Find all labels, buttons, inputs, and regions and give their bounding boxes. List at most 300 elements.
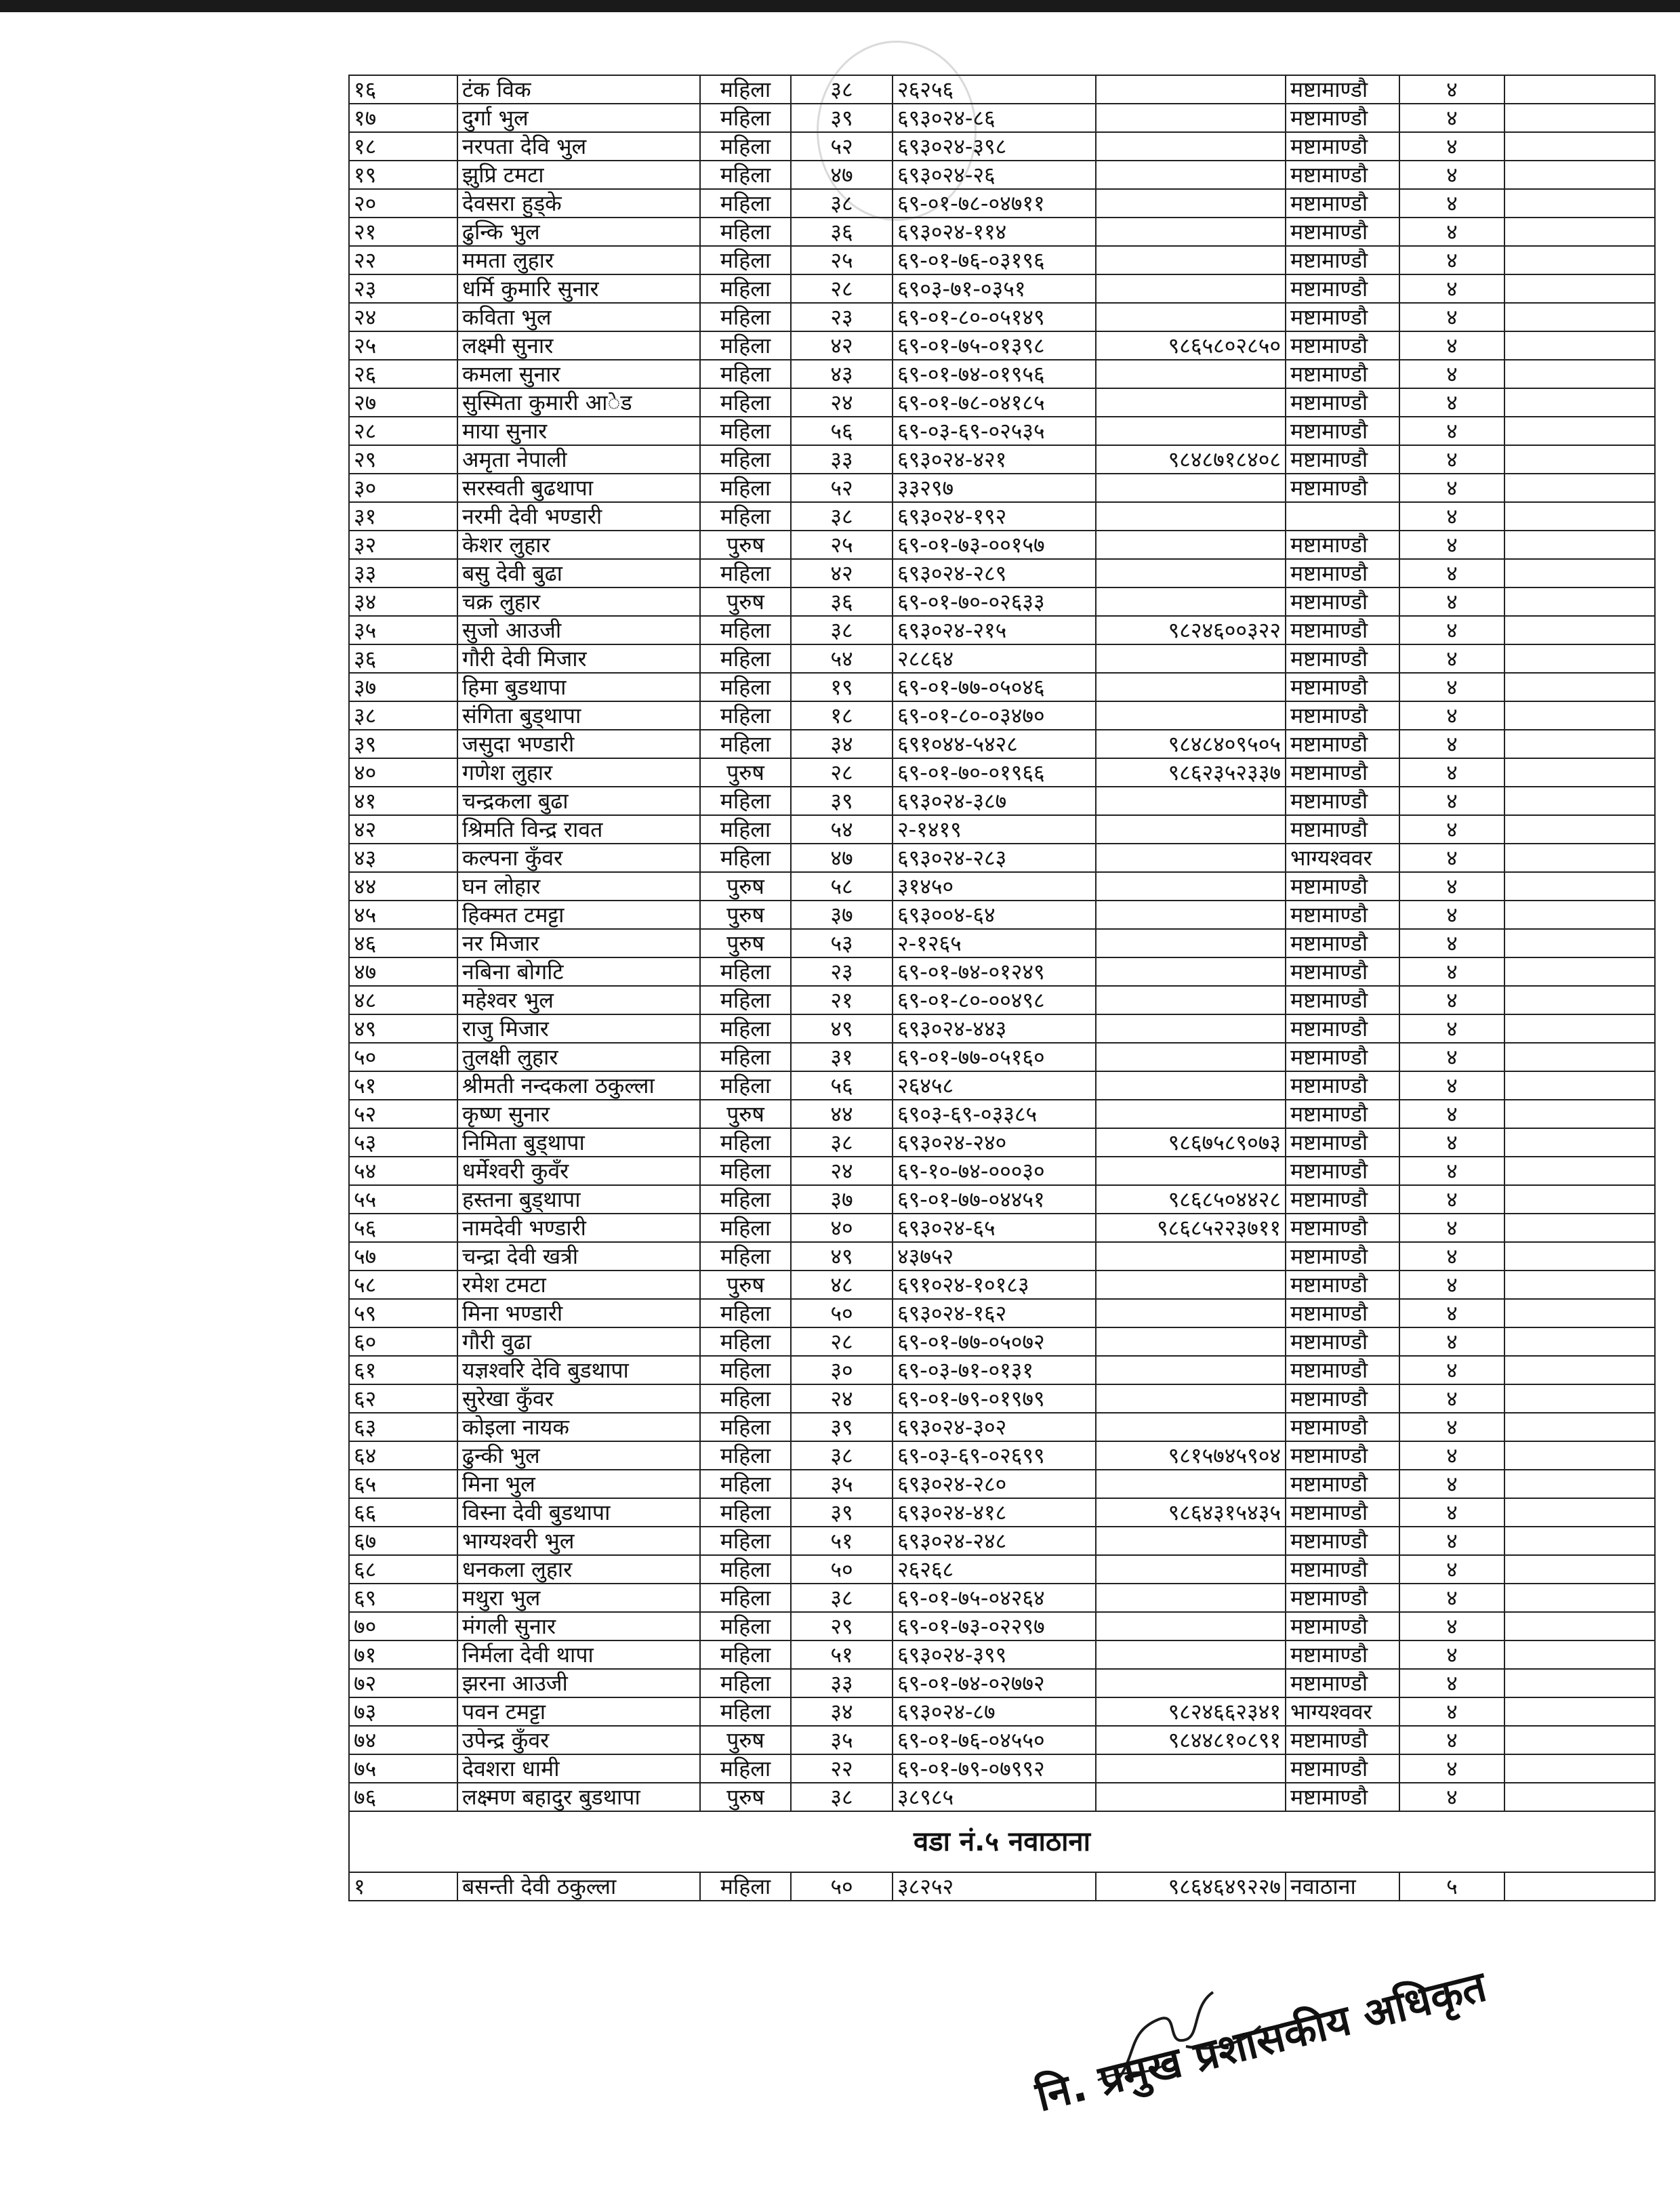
phone-cell bbox=[1096, 1014, 1286, 1043]
phone-cell bbox=[1096, 986, 1286, 1014]
gender-cell: पुरुष bbox=[700, 1783, 791, 1811]
table-row bbox=[349, 844, 1655, 872]
name-cell: हिक्मत टमट्टा bbox=[457, 901, 700, 929]
citizenship-cell: ६९३०२४-८६ bbox=[893, 104, 1096, 132]
name-cell: नबिना बोगटि bbox=[457, 957, 700, 986]
remarks-cell bbox=[1504, 1555, 1655, 1584]
address-cell bbox=[1286, 502, 1399, 531]
serial-cell: ३३ bbox=[349, 559, 457, 587]
gender-cell: महिला bbox=[700, 246, 791, 274]
phone-cell bbox=[1096, 901, 1286, 929]
phone-cell bbox=[1096, 502, 1286, 531]
remarks-cell bbox=[1504, 1470, 1655, 1498]
gender-cell: महिला bbox=[700, 701, 791, 730]
gender-cell: महिला bbox=[700, 161, 791, 189]
name-cell: टंक विक bbox=[457, 75, 700, 104]
address-cell: मष्टामाण्डौ bbox=[1286, 616, 1399, 644]
gender-cell: महिला bbox=[700, 218, 791, 246]
ward-cell: ४ bbox=[1399, 844, 1504, 872]
phone-cell bbox=[1096, 644, 1286, 673]
ward-cell: ४ bbox=[1399, 502, 1504, 531]
remarks-cell bbox=[1504, 1242, 1655, 1271]
gender-cell: महिला bbox=[700, 331, 791, 360]
table-row bbox=[349, 1299, 1655, 1327]
ward-cell: ४ bbox=[1399, 1697, 1504, 1726]
gender-cell: महिला bbox=[700, 1299, 791, 1327]
gender-cell: महिला bbox=[700, 1413, 791, 1441]
remarks-cell bbox=[1504, 417, 1655, 445]
ward-cell: ४ bbox=[1399, 1584, 1504, 1612]
name-cell: रमेश टमटा bbox=[457, 1271, 700, 1299]
gender-cell: पुरुष bbox=[700, 901, 791, 929]
phone-cell bbox=[1096, 1783, 1286, 1811]
gender-cell: महिला bbox=[700, 1872, 791, 1901]
phone-cell bbox=[1096, 132, 1286, 161]
table-row bbox=[349, 1555, 1655, 1584]
ward-cell: ४ bbox=[1399, 104, 1504, 132]
phone-cell bbox=[1096, 815, 1286, 844]
remarks-cell bbox=[1504, 986, 1655, 1014]
gender-cell: महिला bbox=[700, 1754, 791, 1783]
age-cell: ३८ bbox=[791, 189, 893, 218]
age-cell: ३४ bbox=[791, 730, 893, 758]
address-cell: मष्टामाण्डौ bbox=[1286, 1071, 1399, 1100]
table-row bbox=[349, 1014, 1655, 1043]
remarks-cell bbox=[1504, 1754, 1655, 1783]
ward-cell: ४ bbox=[1399, 1356, 1504, 1384]
address-cell: मष्टामाण्डौ bbox=[1286, 787, 1399, 815]
name-cell: केशर लुहार bbox=[457, 531, 700, 559]
ward-cell: ४ bbox=[1399, 1327, 1504, 1356]
table-row bbox=[349, 872, 1655, 901]
age-cell: ३९ bbox=[791, 787, 893, 815]
table-row bbox=[349, 1185, 1655, 1214]
serial-cell: २४ bbox=[349, 303, 457, 331]
table-row bbox=[349, 986, 1655, 1014]
ward-cell: ४ bbox=[1399, 331, 1504, 360]
remarks-cell bbox=[1504, 104, 1655, 132]
name-cell: झरना आउजी bbox=[457, 1669, 700, 1697]
gender-cell: महिला bbox=[700, 1356, 791, 1384]
remarks-cell bbox=[1504, 559, 1655, 587]
gender-cell: महिला bbox=[700, 1384, 791, 1413]
serial-cell: ३६ bbox=[349, 644, 457, 673]
table-row bbox=[349, 1498, 1655, 1527]
name-cell: नरमी देवी भण्डारी bbox=[457, 502, 700, 531]
citizenship-cell: ६९-०१-७७-०४४५१ bbox=[893, 1185, 1096, 1214]
serial-cell: २८ bbox=[349, 417, 457, 445]
citizenship-cell: २८८६४ bbox=[893, 644, 1096, 673]
age-cell: ५६ bbox=[791, 1071, 893, 1100]
address-cell: मष्टामाण्डौ bbox=[1286, 957, 1399, 986]
serial-cell: ४२ bbox=[349, 815, 457, 844]
ward-cell: ४ bbox=[1399, 1214, 1504, 1242]
name-cell: सुस्मिता कुमारी आ◌ेड bbox=[457, 388, 700, 417]
remarks-cell bbox=[1504, 75, 1655, 104]
gender-cell: महिला bbox=[700, 1527, 791, 1555]
gender-cell: महिला bbox=[700, 1014, 791, 1043]
ward-cell: ४ bbox=[1399, 872, 1504, 901]
ward-cell: ४ bbox=[1399, 161, 1504, 189]
table-row bbox=[349, 1128, 1655, 1157]
serial-cell: ५८ bbox=[349, 1271, 457, 1299]
citizenship-cell: ६९-०१-७६-०३१९६ bbox=[893, 246, 1096, 274]
remarks-cell bbox=[1504, 730, 1655, 758]
table-row bbox=[349, 360, 1655, 388]
gender-cell: महिला bbox=[700, 75, 791, 104]
age-cell: २५ bbox=[791, 246, 893, 274]
ward-cell: ४ bbox=[1399, 1726, 1504, 1754]
name-cell: निमिता बुड्थापा bbox=[457, 1128, 700, 1157]
table-row bbox=[349, 673, 1655, 701]
citizenship-cell: ६९-०१-७३-०२२९७ bbox=[893, 1612, 1096, 1640]
table-row bbox=[349, 218, 1655, 246]
serial-cell: ६४ bbox=[349, 1441, 457, 1470]
name-cell: चन्द्रकला बुढा bbox=[457, 787, 700, 815]
table-row bbox=[349, 132, 1655, 161]
serial-cell: २१ bbox=[349, 218, 457, 246]
remarks-cell bbox=[1504, 673, 1655, 701]
table-row bbox=[349, 531, 1655, 559]
address-cell: मष्टामाण्डौ bbox=[1286, 218, 1399, 246]
remarks-cell bbox=[1504, 445, 1655, 474]
table-row bbox=[349, 189, 1655, 218]
table-row bbox=[349, 331, 1655, 360]
remarks-cell bbox=[1504, 1327, 1655, 1356]
citizenship-cell: ६९-०१-७८-०४७११ bbox=[893, 189, 1096, 218]
gender-cell: महिला bbox=[700, 730, 791, 758]
name-cell: माया सुनार bbox=[457, 417, 700, 445]
ward-cell: ४ bbox=[1399, 1640, 1504, 1669]
gender-cell: महिला bbox=[700, 1669, 791, 1697]
phone-cell bbox=[1096, 1071, 1286, 1100]
citizenship-cell: ६९-०१-७४-०१२४९ bbox=[893, 957, 1096, 986]
phone-cell bbox=[1096, 531, 1286, 559]
table-row bbox=[349, 474, 1655, 502]
name-cell: ढुन्कि भुल bbox=[457, 218, 700, 246]
address-cell: मष्टामाण्डौ bbox=[1286, 929, 1399, 957]
age-cell: ३८ bbox=[791, 1441, 893, 1470]
address-cell: मष्टामाण्डौ bbox=[1286, 132, 1399, 161]
serial-cell: ६९ bbox=[349, 1584, 457, 1612]
citizenship-cell: ६९३०२४-३०२ bbox=[893, 1413, 1096, 1441]
ward-cell: ४ bbox=[1399, 1612, 1504, 1640]
table-row bbox=[349, 929, 1655, 957]
citizenship-cell: ६९-०१-७०-०१९६६ bbox=[893, 758, 1096, 787]
name-cell: देवसरा हुड्के bbox=[457, 189, 700, 218]
age-cell: ५१ bbox=[791, 1527, 893, 1555]
ward-table-body bbox=[349, 1872, 1655, 1901]
serial-cell: ५६ bbox=[349, 1214, 457, 1242]
phone-cell: ९८६२३५२३३७ bbox=[1096, 758, 1286, 787]
ward-cell: ४ bbox=[1399, 701, 1504, 730]
citizenship-cell: २६२५६ bbox=[893, 75, 1096, 104]
address-cell: मष्टामाण्डौ bbox=[1286, 644, 1399, 673]
serial-cell: ३४ bbox=[349, 587, 457, 616]
phone-cell bbox=[1096, 360, 1286, 388]
gender-cell: महिला bbox=[700, 1185, 791, 1214]
age-cell: ३८ bbox=[791, 1128, 893, 1157]
age-cell: ३९ bbox=[791, 104, 893, 132]
age-cell: ३७ bbox=[791, 1185, 893, 1214]
age-cell: ३४ bbox=[791, 1697, 893, 1726]
phone-cell bbox=[1096, 587, 1286, 616]
age-cell: ३३ bbox=[791, 445, 893, 474]
table-row bbox=[349, 388, 1655, 417]
name-cell: सुरेखा कुँवर bbox=[457, 1384, 700, 1413]
serial-cell: ३२ bbox=[349, 531, 457, 559]
table-row bbox=[349, 1242, 1655, 1271]
address-cell: मष्टामाण्डौ bbox=[1286, 730, 1399, 758]
gender-cell: महिला bbox=[700, 274, 791, 303]
gender-cell: पुरुष bbox=[700, 872, 791, 901]
phone-cell bbox=[1096, 218, 1286, 246]
name-cell: राजु मिजार bbox=[457, 1014, 700, 1043]
beneficiary-table-sheet bbox=[348, 75, 1654, 1901]
table-row bbox=[349, 303, 1655, 331]
ward-cell: ४ bbox=[1399, 1384, 1504, 1413]
remarks-cell bbox=[1504, 274, 1655, 303]
phone-cell: ९८६७५८९०७३ bbox=[1096, 1128, 1286, 1157]
age-cell: ५३ bbox=[791, 929, 893, 957]
gender-cell: महिला bbox=[700, 1584, 791, 1612]
citizenship-cell: ६९-०१-७६-०४५५० bbox=[893, 1726, 1096, 1754]
ward-cell: ४ bbox=[1399, 474, 1504, 502]
serial-cell: ३५ bbox=[349, 616, 457, 644]
phone-cell bbox=[1096, 303, 1286, 331]
age-cell: ४२ bbox=[791, 559, 893, 587]
name-cell: ढुन्की भुल bbox=[457, 1441, 700, 1470]
address-cell: मष्टामाण्डौ bbox=[1286, 758, 1399, 787]
name-cell: महेश्वर भुल bbox=[457, 986, 700, 1014]
phone-cell bbox=[1096, 1043, 1286, 1071]
name-cell: श्रिमति विन्द्र रावत bbox=[457, 815, 700, 844]
age-cell: ३० bbox=[791, 1356, 893, 1384]
table-row bbox=[349, 1327, 1655, 1356]
name-cell: घन लोहार bbox=[457, 872, 700, 901]
table-row bbox=[349, 559, 1655, 587]
remarks-cell bbox=[1504, 246, 1655, 274]
address-cell: मष्टामाण्डौ bbox=[1286, 1271, 1399, 1299]
citizenship-cell: ६९३०२४-२४८ bbox=[893, 1527, 1096, 1555]
name-cell: नर मिजार bbox=[457, 929, 700, 957]
remarks-cell bbox=[1504, 474, 1655, 502]
gender-cell: महिला bbox=[700, 1128, 791, 1157]
name-cell: नरपता देवि भुल bbox=[457, 132, 700, 161]
name-cell: जसुदा भण्डारी bbox=[457, 730, 700, 758]
gender-cell: महिला bbox=[700, 815, 791, 844]
address-cell: मष्टामाण्डौ bbox=[1286, 1783, 1399, 1811]
remarks-cell bbox=[1504, 218, 1655, 246]
serial-cell: ३८ bbox=[349, 701, 457, 730]
remarks-cell bbox=[1504, 1441, 1655, 1470]
serial-cell: ५२ bbox=[349, 1100, 457, 1128]
name-cell: हिमा बुडथापा bbox=[457, 673, 700, 701]
citizenship-cell: ६९-१०-७४-०००३० bbox=[893, 1157, 1096, 1185]
table-row bbox=[349, 1043, 1655, 1071]
gender-cell: महिला bbox=[700, 1470, 791, 1498]
citizenship-cell: ६९३०२४-२१५ bbox=[893, 616, 1096, 644]
remarks-cell bbox=[1504, 1413, 1655, 1441]
name-cell: धनकला लुहार bbox=[457, 1555, 700, 1584]
serial-cell: ३० bbox=[349, 474, 457, 502]
name-cell: लक्ष्मण बहादुर बुडथापा bbox=[457, 1783, 700, 1811]
table-row bbox=[349, 1100, 1655, 1128]
serial-cell: ७२ bbox=[349, 1669, 457, 1697]
gender-cell: पुरुष bbox=[700, 758, 791, 787]
age-cell: ४९ bbox=[791, 1014, 893, 1043]
citizenship-cell: ६९३०२४-४१८ bbox=[893, 1498, 1096, 1527]
citizenship-cell: ४३७५२ bbox=[893, 1242, 1096, 1271]
age-cell: ३८ bbox=[791, 502, 893, 531]
table-row bbox=[349, 644, 1655, 673]
address-cell: मष्टामाण्डौ bbox=[1286, 1043, 1399, 1071]
address-cell: मष्टामाण्डौ bbox=[1286, 474, 1399, 502]
serial-cell: २९ bbox=[349, 445, 457, 474]
age-cell: ३९ bbox=[791, 1413, 893, 1441]
age-cell: ३१ bbox=[791, 1043, 893, 1071]
name-cell: कोइला नायक bbox=[457, 1413, 700, 1441]
ward-cell: ४ bbox=[1399, 189, 1504, 218]
ward-heading-row bbox=[349, 1811, 1655, 1872]
serial-cell: ४० bbox=[349, 758, 457, 787]
ward-cell: ४ bbox=[1399, 1100, 1504, 1128]
citizenship-cell: ६९-०३-६९-०२५३५ bbox=[893, 417, 1096, 445]
name-cell: यज्ञश्वरि देवि बुडथापा bbox=[457, 1356, 700, 1384]
citizenship-cell: ६९-०३-६९-०२६९९ bbox=[893, 1441, 1096, 1470]
beneficiary-table bbox=[348, 75, 1656, 1901]
serial-cell: ४४ bbox=[349, 872, 457, 901]
phone-cell bbox=[1096, 787, 1286, 815]
table-row bbox=[349, 1527, 1655, 1555]
address-cell: मष्टामाण्डौ bbox=[1286, 274, 1399, 303]
ward-cell: ४ bbox=[1399, 132, 1504, 161]
table-row bbox=[349, 957, 1655, 986]
remarks-cell bbox=[1504, 331, 1655, 360]
citizenship-cell: ६९३००४-६४ bbox=[893, 901, 1096, 929]
serial-cell: २५ bbox=[349, 331, 457, 360]
gender-cell: पुरुष bbox=[700, 1726, 791, 1754]
age-cell: ५८ bbox=[791, 872, 893, 901]
serial-cell: ३९ bbox=[349, 730, 457, 758]
address-cell: भाग्यश्ववर bbox=[1286, 1697, 1399, 1726]
table-row bbox=[349, 1441, 1655, 1470]
address-cell: मष्टामाण्डौ bbox=[1286, 1185, 1399, 1214]
address-cell: मष्टामाण्डौ bbox=[1286, 986, 1399, 1014]
address-cell: मष्टामाण्डौ bbox=[1286, 1498, 1399, 1527]
name-cell: मिना भण्डारी bbox=[457, 1299, 700, 1327]
age-cell: २२ bbox=[791, 1754, 893, 1783]
phone-cell bbox=[1096, 189, 1286, 218]
age-cell: २९ bbox=[791, 1612, 893, 1640]
citizenship-cell: ६९३०२४-२८९ bbox=[893, 559, 1096, 587]
age-cell: ५० bbox=[791, 1872, 893, 1901]
citizenship-cell: ६९-०१-७०-०२६३३ bbox=[893, 587, 1096, 616]
name-cell: श्रीमती नन्दकला ठकुल्ला bbox=[457, 1071, 700, 1100]
age-cell: २१ bbox=[791, 986, 893, 1014]
remarks-cell bbox=[1504, 616, 1655, 644]
serial-cell: ६० bbox=[349, 1327, 457, 1356]
phone-cell bbox=[1096, 1527, 1286, 1555]
gender-cell: महिला bbox=[700, 189, 791, 218]
gender-cell: महिला bbox=[700, 474, 791, 502]
ward-cell: ४ bbox=[1399, 1527, 1504, 1555]
table-row bbox=[349, 701, 1655, 730]
address-cell: मष्टामाण्डौ bbox=[1286, 1356, 1399, 1384]
gender-cell: पुरुष bbox=[700, 1271, 791, 1299]
citizenship-cell: ६९३०२४-११४ bbox=[893, 218, 1096, 246]
citizenship-cell: ६९-०१-७३-००१५७ bbox=[893, 531, 1096, 559]
remarks-cell bbox=[1504, 1612, 1655, 1640]
phone-cell: ९८४४८१०८९१ bbox=[1096, 1726, 1286, 1754]
table-row bbox=[349, 1783, 1655, 1811]
gender-cell: महिला bbox=[700, 1071, 791, 1100]
serial-cell: ६६ bbox=[349, 1498, 457, 1527]
name-cell: कविता भुल bbox=[457, 303, 700, 331]
gender-cell: महिला bbox=[700, 1214, 791, 1242]
address-cell: भाग्यश्ववर bbox=[1286, 844, 1399, 872]
age-cell: ३९ bbox=[791, 1498, 893, 1527]
address-cell: मष्टामाण्डौ bbox=[1286, 872, 1399, 901]
address-cell: मष्टामाण्डौ bbox=[1286, 587, 1399, 616]
serial-cell: ४७ bbox=[349, 957, 457, 986]
table-row bbox=[349, 502, 1655, 531]
address-cell: मष्टामाण्डौ bbox=[1286, 1754, 1399, 1783]
serial-cell: ४९ bbox=[349, 1014, 457, 1043]
remarks-cell bbox=[1504, 701, 1655, 730]
remarks-cell bbox=[1504, 1726, 1655, 1754]
remarks-cell bbox=[1504, 531, 1655, 559]
name-cell: चन्द्रा देवी खत्री bbox=[457, 1242, 700, 1271]
table-row bbox=[349, 1872, 1655, 1901]
remarks-cell bbox=[1504, 815, 1655, 844]
phone-cell bbox=[1096, 474, 1286, 502]
phone-cell: ९८२४६००३२२ bbox=[1096, 616, 1286, 644]
citizenship-cell: ६९३०२४-२८३ bbox=[893, 844, 1096, 872]
age-cell: २५ bbox=[791, 531, 893, 559]
name-cell: गौरी देवी मिजार bbox=[457, 644, 700, 673]
phone-cell bbox=[1096, 1100, 1286, 1128]
gender-cell: महिला bbox=[700, 844, 791, 872]
phone-cell bbox=[1096, 104, 1286, 132]
citizenship-cell: ६९३०२४-३९९ bbox=[893, 1640, 1096, 1669]
serial-cell: ५३ bbox=[349, 1128, 457, 1157]
serial-cell: १८ bbox=[349, 132, 457, 161]
name-cell: बसन्ती देवी ठकुल्ला bbox=[457, 1872, 700, 1901]
serial-cell: १६ bbox=[349, 75, 457, 104]
name-cell: धर्मि कुमारि सुनार bbox=[457, 274, 700, 303]
serial-cell: ७६ bbox=[349, 1783, 457, 1811]
gender-cell: महिला bbox=[700, 104, 791, 132]
ward-cell: ५ bbox=[1399, 1872, 1504, 1901]
age-cell: ५४ bbox=[791, 815, 893, 844]
citizenship-cell: ६९-०१-७९-०७९९२ bbox=[893, 1754, 1096, 1783]
table-row bbox=[349, 161, 1655, 189]
name-cell: मिना भुल bbox=[457, 1470, 700, 1498]
ward-cell: ४ bbox=[1399, 75, 1504, 104]
address-cell: मष्टामाण्डौ bbox=[1286, 331, 1399, 360]
name-cell: झुप्रि टमटा bbox=[457, 161, 700, 189]
ward-cell: ४ bbox=[1399, 901, 1504, 929]
phone-cell bbox=[1096, 1356, 1286, 1384]
remarks-cell bbox=[1504, 1271, 1655, 1299]
serial-cell: ७१ bbox=[349, 1640, 457, 1669]
gender-cell: महिला bbox=[700, 1697, 791, 1726]
address-cell: मष्टामाण्डौ bbox=[1286, 1584, 1399, 1612]
address-cell: मष्टामाण्डौ bbox=[1286, 901, 1399, 929]
citizenship-cell: ६९-०१-७५-०१३९८ bbox=[893, 331, 1096, 360]
citizenship-cell: ६९३०२४-१६२ bbox=[893, 1299, 1096, 1327]
